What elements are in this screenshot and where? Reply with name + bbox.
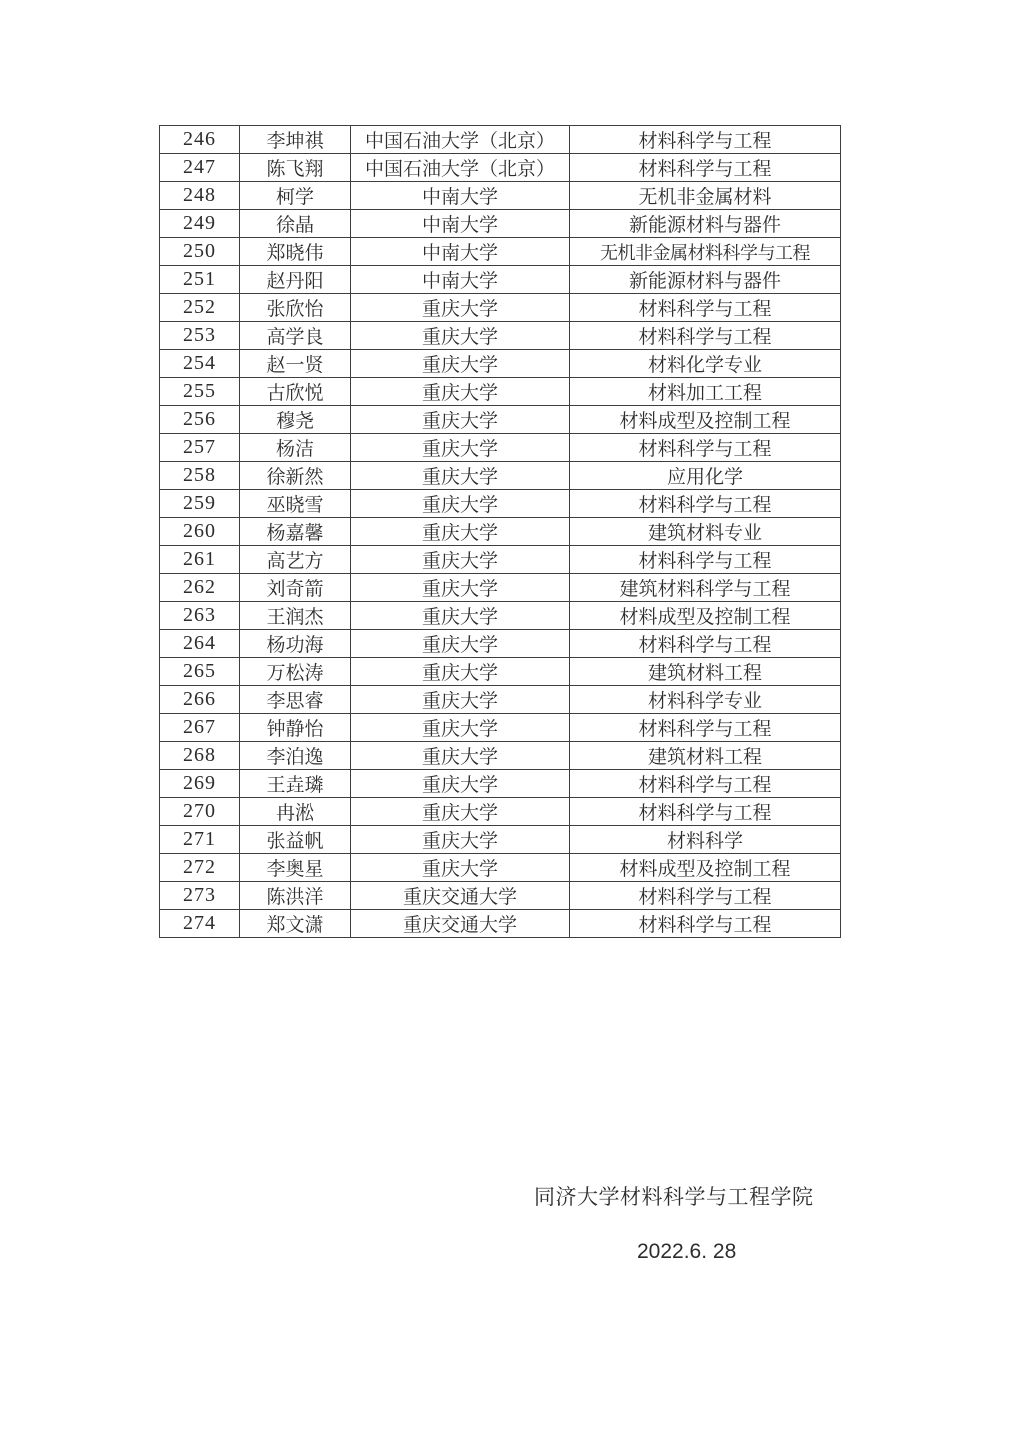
- date-line: 2022.6. 28: [637, 1240, 737, 1263]
- university-cell: 重庆大学: [351, 518, 570, 546]
- student-name-cell: 穆尧: [240, 406, 351, 434]
- row-number-cell: 258: [160, 462, 240, 490]
- major-cell: 材料科学与工程: [570, 910, 841, 938]
- student-name-cell: 张欣怡: [240, 294, 351, 322]
- university-cell: 重庆交通大学: [351, 882, 570, 910]
- table-row: [160, 742, 841, 770]
- student-name-cell: 郑晓伟: [240, 238, 351, 266]
- major-cell: 材料科学专业: [570, 686, 841, 714]
- table-row: [160, 322, 841, 350]
- university-cell: 重庆交通大学: [351, 910, 570, 938]
- university-cell: 中南大学: [351, 210, 570, 238]
- university-cell: 重庆大学: [351, 546, 570, 574]
- university-cell: 中国石油大学（北京）: [351, 126, 570, 154]
- table-row: [160, 294, 841, 322]
- table-row: [160, 574, 841, 602]
- major-cell: 建筑材料工程: [570, 742, 841, 770]
- major-cell: 材料成型及控制工程: [570, 406, 841, 434]
- table-row: [160, 378, 841, 406]
- row-number-cell: 265: [160, 658, 240, 686]
- student-name-cell: 徐新然: [240, 462, 351, 490]
- major-cell: 材料科学与工程: [570, 322, 841, 350]
- row-number-cell: 252: [160, 294, 240, 322]
- table-row: [160, 826, 841, 854]
- table-row: [160, 602, 841, 630]
- university-cell: 中南大学: [351, 266, 570, 294]
- table-row: [160, 210, 841, 238]
- table-row: [160, 770, 841, 798]
- row-number-cell: 267: [160, 714, 240, 742]
- university-cell: 重庆大学: [351, 658, 570, 686]
- university-cell: 重庆大学: [351, 462, 570, 490]
- major-cell: 材料科学与工程: [570, 630, 841, 658]
- major-cell: 材料加工工程: [570, 378, 841, 406]
- table-row: [160, 434, 841, 462]
- major-cell: 无机非金属材料科学与工程: [570, 238, 841, 266]
- university-cell: 重庆大学: [351, 826, 570, 854]
- university-cell: 重庆大学: [351, 602, 570, 630]
- major-cell: 新能源材料与器件: [570, 266, 841, 294]
- student-name-cell: 李泊逸: [240, 742, 351, 770]
- university-cell: 重庆大学: [351, 490, 570, 518]
- row-number-cell: 274: [160, 910, 240, 938]
- university-cell: 重庆大学: [351, 434, 570, 462]
- major-cell: 材料成型及控制工程: [570, 854, 841, 882]
- major-cell: 材料科学与工程: [570, 434, 841, 462]
- major-cell: 新能源材料与器件: [570, 210, 841, 238]
- university-cell: 重庆大学: [351, 770, 570, 798]
- row-number-cell: 264: [160, 630, 240, 658]
- row-number-cell: 257: [160, 434, 240, 462]
- row-number-cell: 247: [160, 154, 240, 182]
- student-name-cell: 李坤祺: [240, 126, 351, 154]
- row-number-cell: 251: [160, 266, 240, 294]
- university-cell: 重庆大学: [351, 686, 570, 714]
- major-cell: 材料科学与工程: [570, 714, 841, 742]
- table-row: [160, 126, 841, 154]
- major-cell: 材料化学专业: [570, 350, 841, 378]
- student-name-cell: 柯学: [240, 182, 351, 210]
- student-name-cell: 高学良: [240, 322, 351, 350]
- student-name-cell: 刘奇箭: [240, 574, 351, 602]
- table-row: [160, 350, 841, 378]
- table-row: [160, 630, 841, 658]
- table-row: [160, 714, 841, 742]
- university-cell: 重庆大学: [351, 406, 570, 434]
- row-number-cell: 262: [160, 574, 240, 602]
- student-name-cell: 郑文潇: [240, 910, 351, 938]
- student-name-cell: 杨洁: [240, 434, 351, 462]
- student-name-cell: 巫晓雪: [240, 490, 351, 518]
- row-number-cell: 256: [160, 406, 240, 434]
- student-name-cell: 徐晶: [240, 210, 351, 238]
- table-row: [160, 462, 841, 490]
- table-row: [160, 238, 841, 266]
- student-name-cell: 李思睿: [240, 686, 351, 714]
- major-cell: 无机非金属材料: [570, 182, 841, 210]
- student-name-cell: 陈洪洋: [240, 882, 351, 910]
- student-roster-body: [160, 126, 841, 938]
- row-number-cell: 270: [160, 798, 240, 826]
- row-number-cell: 248: [160, 182, 240, 210]
- row-number-cell: 260: [160, 518, 240, 546]
- table-row: [160, 882, 841, 910]
- student-name-cell: 杨嘉馨: [240, 518, 351, 546]
- table-row: [160, 182, 841, 210]
- student-name-cell: 冉淞: [240, 798, 351, 826]
- row-number-cell: 263: [160, 602, 240, 630]
- university-cell: 重庆大学: [351, 350, 570, 378]
- table-row: [160, 406, 841, 434]
- student-name-cell: 王垚璘: [240, 770, 351, 798]
- table-row: [160, 798, 841, 826]
- table-row: [160, 490, 841, 518]
- row-number-cell: 250: [160, 238, 240, 266]
- university-cell: 重庆大学: [351, 378, 570, 406]
- table-row: [160, 658, 841, 686]
- student-roster-table: [159, 125, 841, 938]
- student-name-cell: 赵丹阳: [240, 266, 351, 294]
- major-cell: 材料科学与工程: [570, 154, 841, 182]
- row-number-cell: 271: [160, 826, 240, 854]
- table-row: [160, 686, 841, 714]
- row-number-cell: 253: [160, 322, 240, 350]
- major-cell: 建筑材料专业: [570, 518, 841, 546]
- major-cell: 材料成型及控制工程: [570, 602, 841, 630]
- student-name-cell: 杨功海: [240, 630, 351, 658]
- university-cell: 中国石油大学（北京）: [351, 154, 570, 182]
- major-cell: 建筑材料科学与工程: [570, 574, 841, 602]
- student-name-cell: 高艺方: [240, 546, 351, 574]
- student-name-cell: 万松涛: [240, 658, 351, 686]
- table-row: [160, 154, 841, 182]
- row-number-cell: 268: [160, 742, 240, 770]
- university-cell: 重庆大学: [351, 714, 570, 742]
- university-cell: 重庆大学: [351, 294, 570, 322]
- row-number-cell: 269: [160, 770, 240, 798]
- major-cell: 材料科学与工程: [570, 770, 841, 798]
- row-number-cell: 261: [160, 546, 240, 574]
- row-number-cell: 259: [160, 490, 240, 518]
- row-number-cell: 246: [160, 126, 240, 154]
- major-cell: 材料科学与工程: [570, 882, 841, 910]
- row-number-cell: 249: [160, 210, 240, 238]
- table-row: [160, 854, 841, 882]
- student-name-cell: 陈飞翔: [240, 154, 351, 182]
- row-number-cell: 272: [160, 854, 240, 882]
- student-name-cell: 赵一贤: [240, 350, 351, 378]
- university-cell: 中南大学: [351, 238, 570, 266]
- university-cell: 重庆大学: [351, 742, 570, 770]
- table-row: [160, 546, 841, 574]
- major-cell: 材料科学与工程: [570, 490, 841, 518]
- major-cell: 材料科学: [570, 826, 841, 854]
- major-cell: 建筑材料工程: [570, 658, 841, 686]
- row-number-cell: 254: [160, 350, 240, 378]
- table-row: [160, 910, 841, 938]
- table-row: [160, 518, 841, 546]
- university-cell: 中南大学: [351, 182, 570, 210]
- student-name-cell: 王润杰: [240, 602, 351, 630]
- table-row: [160, 266, 841, 294]
- university-cell: 重庆大学: [351, 322, 570, 350]
- major-cell: 材料科学与工程: [570, 126, 841, 154]
- row-number-cell: 273: [160, 882, 240, 910]
- university-cell: 重庆大学: [351, 854, 570, 882]
- student-name-cell: 张益帆: [240, 826, 351, 854]
- student-name-cell: 古欣悦: [240, 378, 351, 406]
- major-cell: 材料科学与工程: [570, 294, 841, 322]
- row-number-cell: 266: [160, 686, 240, 714]
- signature-line: 同济大学材料科学与工程学院: [534, 1185, 814, 1209]
- row-number-cell: 255: [160, 378, 240, 406]
- major-cell: 应用化学: [570, 462, 841, 490]
- university-cell: 重庆大学: [351, 630, 570, 658]
- major-cell: 材料科学与工程: [570, 546, 841, 574]
- student-name-cell: 李奥星: [240, 854, 351, 882]
- student-name-cell: 钟静怡: [240, 714, 351, 742]
- university-cell: 重庆大学: [351, 574, 570, 602]
- major-cell: 材料科学与工程: [570, 798, 841, 826]
- university-cell: 重庆大学: [351, 798, 570, 826]
